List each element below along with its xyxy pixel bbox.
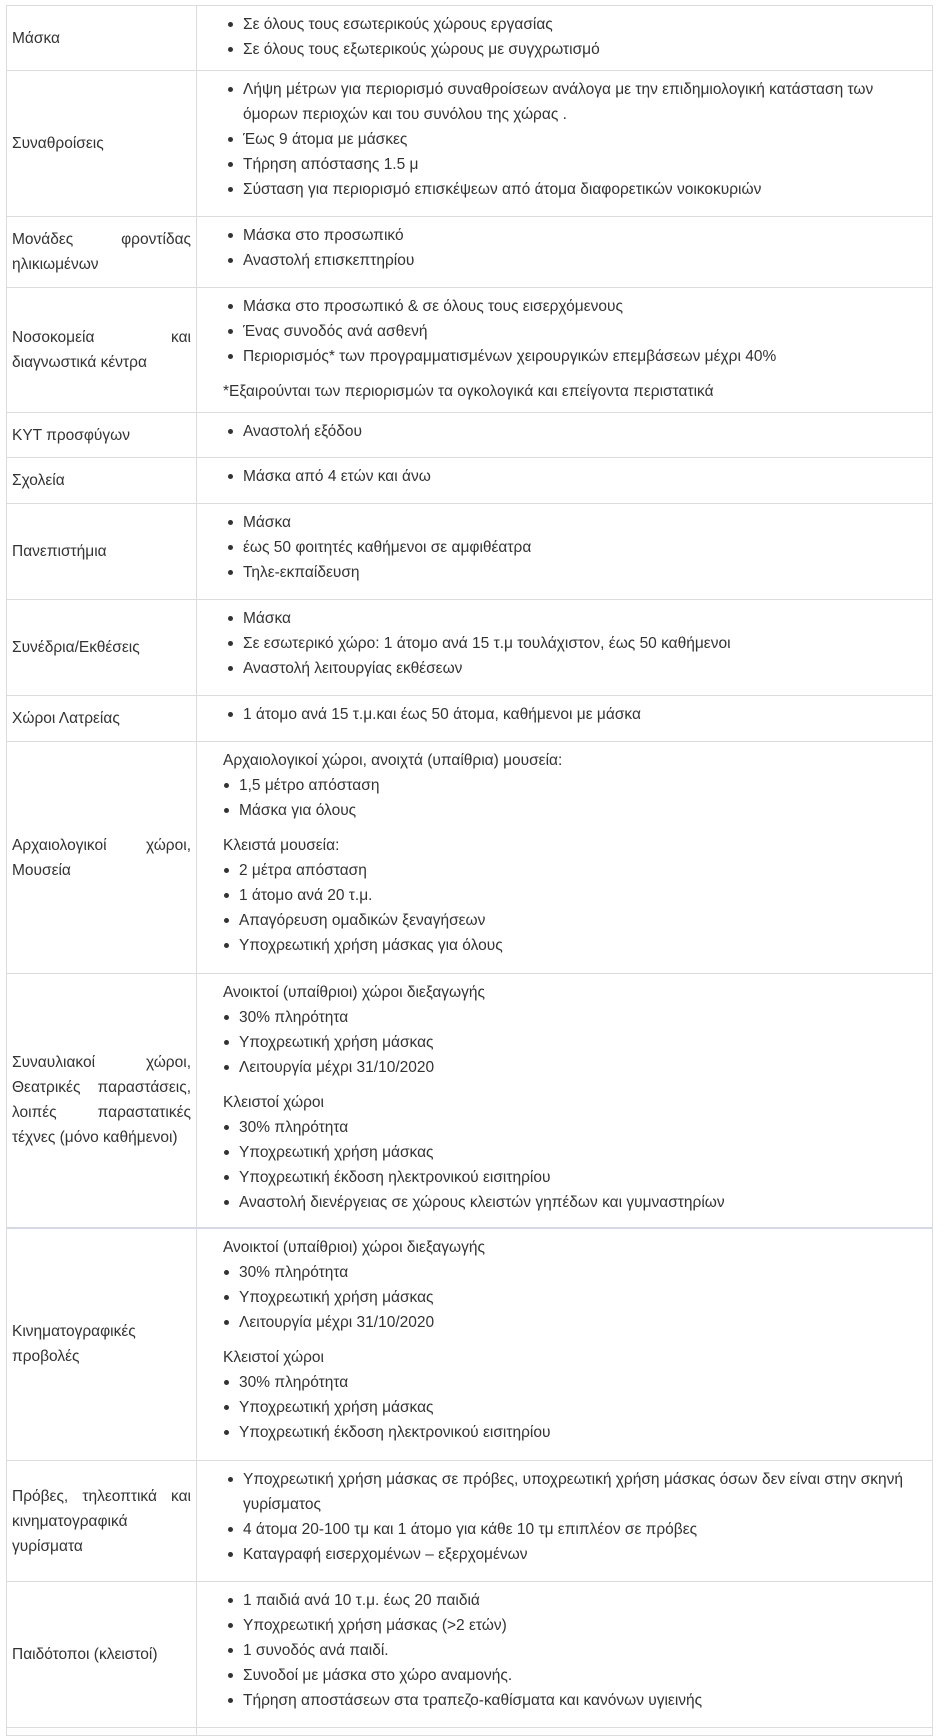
list-item: Αναστολή λειτουργίας εκθέσεων — [243, 656, 926, 681]
list-item: 30% πληρότητα — [239, 1005, 926, 1030]
measure-list — [223, 77, 926, 202]
table-row — [7, 1582, 933, 1728]
measure-list — [223, 606, 926, 681]
list-item: Λήψη μέτρων για περιορισμό συναθροίσεων ανάλογα με την επιδημιολογική κατάσταση των όμορων περιοχών και του συνόλου της χώρας . — [243, 77, 926, 127]
table-row — [7, 288, 933, 413]
row-label: Συναυλιακοί χώροι, Θεατρικές παραστάσεις, λοιπές παραστατικές τέχνες (μόνο καθήμενοι) — [7, 974, 197, 1228]
list-item: 30% πληρότητα — [239, 1260, 926, 1285]
row-label: Συναθροίσεις — [7, 71, 197, 217]
list-item: Υποχρεωτική χρήση μάσκας για όλους — [239, 933, 926, 958]
table-row — [7, 504, 933, 600]
list-item: Αναστολή διενέργειας σε χώρους κλειστών γηπέδων και γυμναστηρίων — [239, 1190, 926, 1215]
list-item: Απαγόρευση ομαδικών ξεναγήσεων — [239, 908, 926, 933]
row-content — [197, 71, 933, 217]
row-label: Χώροι Λατρείας — [7, 696, 197, 742]
row-content — [197, 696, 933, 742]
measure-list — [223, 294, 926, 369]
list-item: Τήρηση απόστασης 1.5 μ — [243, 152, 926, 177]
list-item: Υποχρεωτική χρήση μάσκας σε πρόβες, υποχρεωτική χρήση μάσκας όσων δεν είναι στην σκηνή γυρίσματος — [243, 1467, 926, 1517]
row-content — [197, 6, 933, 71]
table-row — [7, 742, 933, 974]
row-label: Αρχαιολογικοί χώροι, Μουσεία — [7, 742, 197, 974]
list-item: Υποχρεωτική χρήση μάσκας — [239, 1395, 926, 1420]
group-heading: Ανοικτοί (υπαίθριοι) χώροι διεξαγωγής — [223, 1238, 485, 1256]
list-item: Περιορισμός* των προγραμματισμένων χειρουργικών επεμβάσεων μέχρι 40% — [243, 344, 926, 369]
list-item: 1 άτομο ανά 20 τ.μ. — [239, 883, 926, 908]
list-item: Υποχρεωτική χρήση μάσκας — [239, 1030, 926, 1055]
table-row — [7, 6, 933, 71]
row-label: Πανεπιστήμια — [7, 504, 197, 600]
row-label: Νοσοκομεία και διαγνωστικά κέντρα — [7, 288, 197, 413]
list-item: 1 παιδιά ανά 10 τ.μ. έως 20 παιδιά — [243, 1588, 926, 1613]
list-item: 1 συνοδός ανά παιδί. — [243, 1638, 926, 1663]
group-heading: Κλειστοί χώροι — [223, 1348, 324, 1366]
group-heading: Κλειστοί χώροι — [223, 1094, 324, 1111]
list-item: Σε όλους τους εξωτερικούς χώρους με συγχρωτισμό — [243, 37, 926, 62]
row-content — [197, 600, 933, 696]
measure-list — [219, 1260, 926, 1335]
row-content — [197, 458, 933, 504]
row-content — [197, 504, 933, 600]
list-item: Σε όλους τους εσωτερικούς χώρους εργασίας — [243, 12, 926, 37]
row-content — [197, 288, 933, 413]
list-item: Τηλε-εκπαίδευση — [243, 560, 926, 585]
row-label: Πρόβες, τηλεοπτικά και κινηματογραφικά γυρίσματα — [7, 1461, 197, 1582]
list-item: Σε εσωτερικό χώρο: 1 άτομο ανά 15 τ.μ τουλάχιστον, έως 50 καθήμενοι — [243, 631, 926, 656]
group-heading: Κλειστά μουσεία: — [223, 837, 340, 854]
measure-list — [223, 702, 926, 727]
measure-list — [219, 858, 926, 958]
table-row — [7, 71, 933, 217]
footnote: *Εξαιρούνται των περιορισμών τα ογκολογικά και επείγοντα περιστατικά — [223, 383, 714, 400]
measure-list — [219, 773, 926, 823]
measure-list — [223, 1588, 926, 1713]
list-item: Έως 9 άτομα με μάσκες — [243, 127, 926, 152]
list-item: Αναστολή επισκεπτηρίου — [243, 248, 926, 273]
table-row — [7, 600, 933, 696]
list-item: Μάσκα — [243, 510, 926, 535]
row-content — [197, 413, 933, 458]
table-row — [7, 217, 933, 288]
list-item: Συνοδοί με μάσκα στο χώρο αναμονής. — [243, 1663, 926, 1688]
table-row — [7, 1228, 933, 1461]
row-content — [197, 974, 933, 1228]
measure-list — [219, 1115, 926, 1215]
list-item: 1 άτομο ανά 15 τ.μ.και έως 50 άτομα, καθήμενοι με μάσκα — [243, 702, 926, 727]
list-item: Λειτουργία μέχρι 31/10/2020 — [239, 1310, 926, 1335]
table-row — [7, 974, 933, 1228]
list-item: Υποχρεωτική έκδοση ηλεκτρονικού εισιτηρίου — [239, 1165, 926, 1190]
row-content — [197, 742, 933, 974]
row-content — [197, 217, 933, 288]
list-item: Μάσκα στο προσωπικό — [243, 223, 926, 248]
list-item: Σύσταση για περιορισμό επισκέψεων από άτομα διαφορετικών νοικοκυριών — [243, 177, 926, 202]
measure-list — [223, 419, 926, 444]
list-item: Ένας συνοδός ανά ασθενή — [243, 319, 926, 344]
list-item: Τήρηση αποστάσεων στα τραπεζο-καθίσματα και κανόνων υγιεινής — [243, 1688, 926, 1713]
measure-list — [223, 464, 926, 489]
list-item: Μάσκα από 4 ετών και άνω — [243, 464, 926, 489]
row-content — [197, 1228, 933, 1461]
row-content — [197, 1582, 933, 1728]
list-item: Μάσκα — [243, 606, 926, 631]
list-item: Καταγραφή εισερχομένων – εξερχομένων — [243, 1542, 926, 1567]
table-row — [7, 696, 933, 742]
list-item: 2 μέτρα απόσταση — [239, 858, 926, 883]
row-label: Σχολεία — [7, 458, 197, 504]
list-item: Υποχρεωτική χρήση μάσκας (>2 ετών) — [243, 1613, 926, 1638]
measure-list — [223, 12, 926, 62]
list-item: Υποχρεωτική χρήση μάσκας — [239, 1285, 926, 1310]
group-heading: Ανοικτοί (υπαίθριοι) χώροι διεξαγωγής — [223, 984, 485, 1001]
table-row — [7, 413, 933, 458]
measure-list — [223, 1467, 926, 1567]
row-label: Συνέδρια/Εκθέσεις — [7, 600, 197, 696]
list-item: 30% πληρότητα — [239, 1370, 926, 1395]
row-label: Μάσκα — [7, 6, 197, 71]
measures-table — [6, 5, 933, 1736]
table-row — [7, 1461, 933, 1582]
list-item: Αναστολή εξόδου — [243, 419, 926, 444]
list-item: Υποχρεωτική χρήση μάσκας — [239, 1140, 926, 1165]
list-item: Λειτουργία μέχρι 31/10/2020 — [239, 1055, 926, 1080]
list-item: έως 50 φοιτητές καθήμενοι σε αμφιθέατρα — [243, 535, 926, 560]
list-item: Υποχρεωτική έκδοση ηλεκτρονικού εισιτηρίου — [239, 1420, 926, 1445]
list-item: 30% πληρότητα — [239, 1115, 926, 1140]
row-label: ΚΥΤ προσφύγων — [7, 413, 197, 458]
group-heading: Αρχαιολογικοί χώροι, ανοιχτά (υπαίθρια) μουσεία: — [223, 752, 563, 769]
row-label: Παιδότοποι (κλειστοί) — [7, 1582, 197, 1728]
row-label: Μονάδες φροντίδας ηλικιωμένων — [7, 217, 197, 288]
table-row — [7, 458, 933, 504]
measure-list — [223, 510, 926, 585]
list-item: 4 άτομα 20-100 τμ και 1 άτομο για κάθε 10 τμ επιπλέον σε πρόβες — [243, 1517, 926, 1542]
measure-list — [219, 1005, 926, 1080]
row-label: Κινηματογραφικές προβολές — [7, 1228, 197, 1461]
list-item: Μάσκα στο προσωπικό & σε όλους τους εισερχόμενους — [243, 294, 926, 319]
measure-list — [223, 223, 926, 273]
row-content — [197, 1461, 933, 1582]
list-item: Μάσκα για όλους — [239, 798, 926, 823]
list-item: 1,5 μέτρο απόσταση — [239, 773, 926, 798]
measure-list — [219, 1370, 926, 1445]
